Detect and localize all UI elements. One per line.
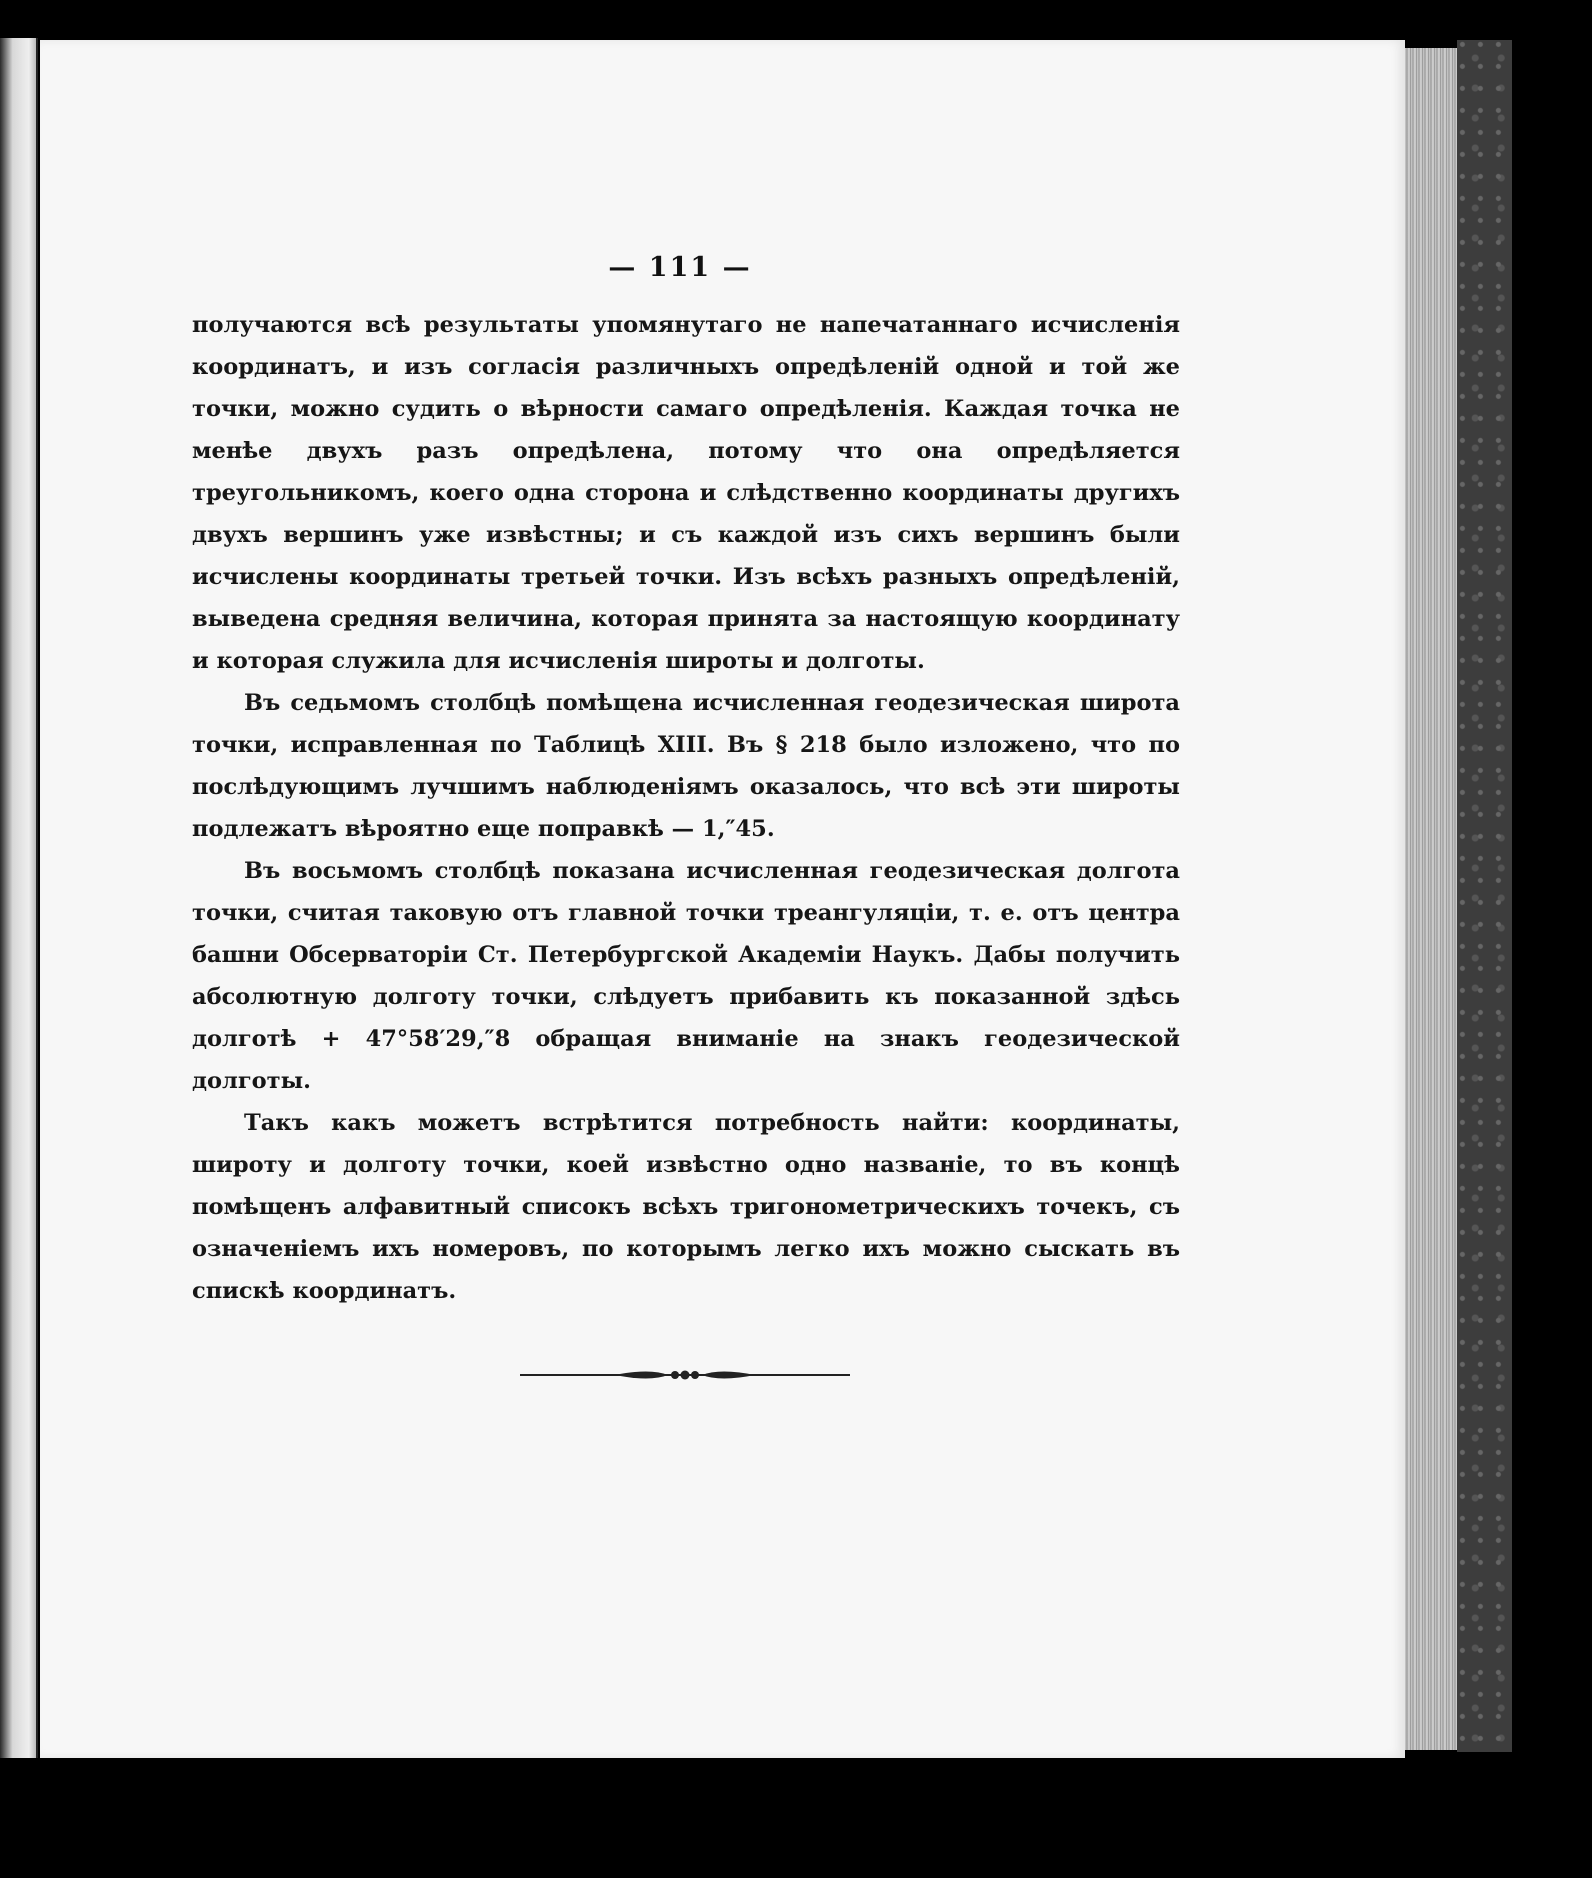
end-ornament: [520, 1360, 850, 1390]
paragraph-3: Въ восьмомъ столбцѣ показана исчисленная геодезическая долгота точки, считая таковую отъ главной точки треангуляціи, т. е. отъ центра башни Обсерваторіи Ст. Петербургской Академіи Наукъ. Дабы получить абсолютную долготу точки, слѣдуетъ прибавить къ показанной здѣсь долготѣ + 47°58′29,″8 обращая вниманіе на знакъ геодезической долготы.: [192, 858, 1180, 1094]
book-binding: [1457, 40, 1512, 1752]
paragraph-2: Въ седьмомъ столбцѣ помѣщена исчисленная геодезическая широта точки, исправленная по Таблицѣ XIII. Въ § 218 было изложено, что по послѣдующимъ лучшимъ наблюденіямъ оказалось, что всѣ эти широты подлежатъ вѣроятно еще поправкѣ — 1,″45.: [192, 690, 1180, 842]
left-page-edge: [0, 38, 38, 1758]
paragraph-1: получаются всѣ результаты упомянутаго не напечатаннаго исчисленія координатъ, и изъ согласія различныхъ опредѣленій одной и той же точки, можно судить о вѣрности самаго опредѣленія. Каждая точка не менѣе двухъ разъ опредѣлена, потому что она опредѣляется треугольникомъ, коего одна сторона и слѣдственно координаты другихъ двухъ вершинъ уже извѣстны; и съ каждой изъ сихъ вершинъ были исчислены координаты третьей точки. Изъ всѣхъ разныхъ опредѣленій, выведена средняя величина, которая принята за настоящую координату и которая служила для исчисленія широты и долготы.: [192, 312, 1180, 674]
body-text: [192, 304, 1180, 1312]
page-block-edge: [1405, 48, 1457, 1750]
paragraph-4: Такъ какъ можетъ встрѣтится потребность найти: координаты, широту и долготу точки, коей извѣстно одно названіе, то въ концѣ помѣщенъ алфавитный списокъ всѣхъ тригонометрическихъ точекъ, съ означеніемъ ихъ номеровъ, по которымъ легко ихъ можно сыскать въ спискѣ координатъ.: [192, 1110, 1180, 1304]
page-number: — 111 —: [608, 252, 752, 283]
